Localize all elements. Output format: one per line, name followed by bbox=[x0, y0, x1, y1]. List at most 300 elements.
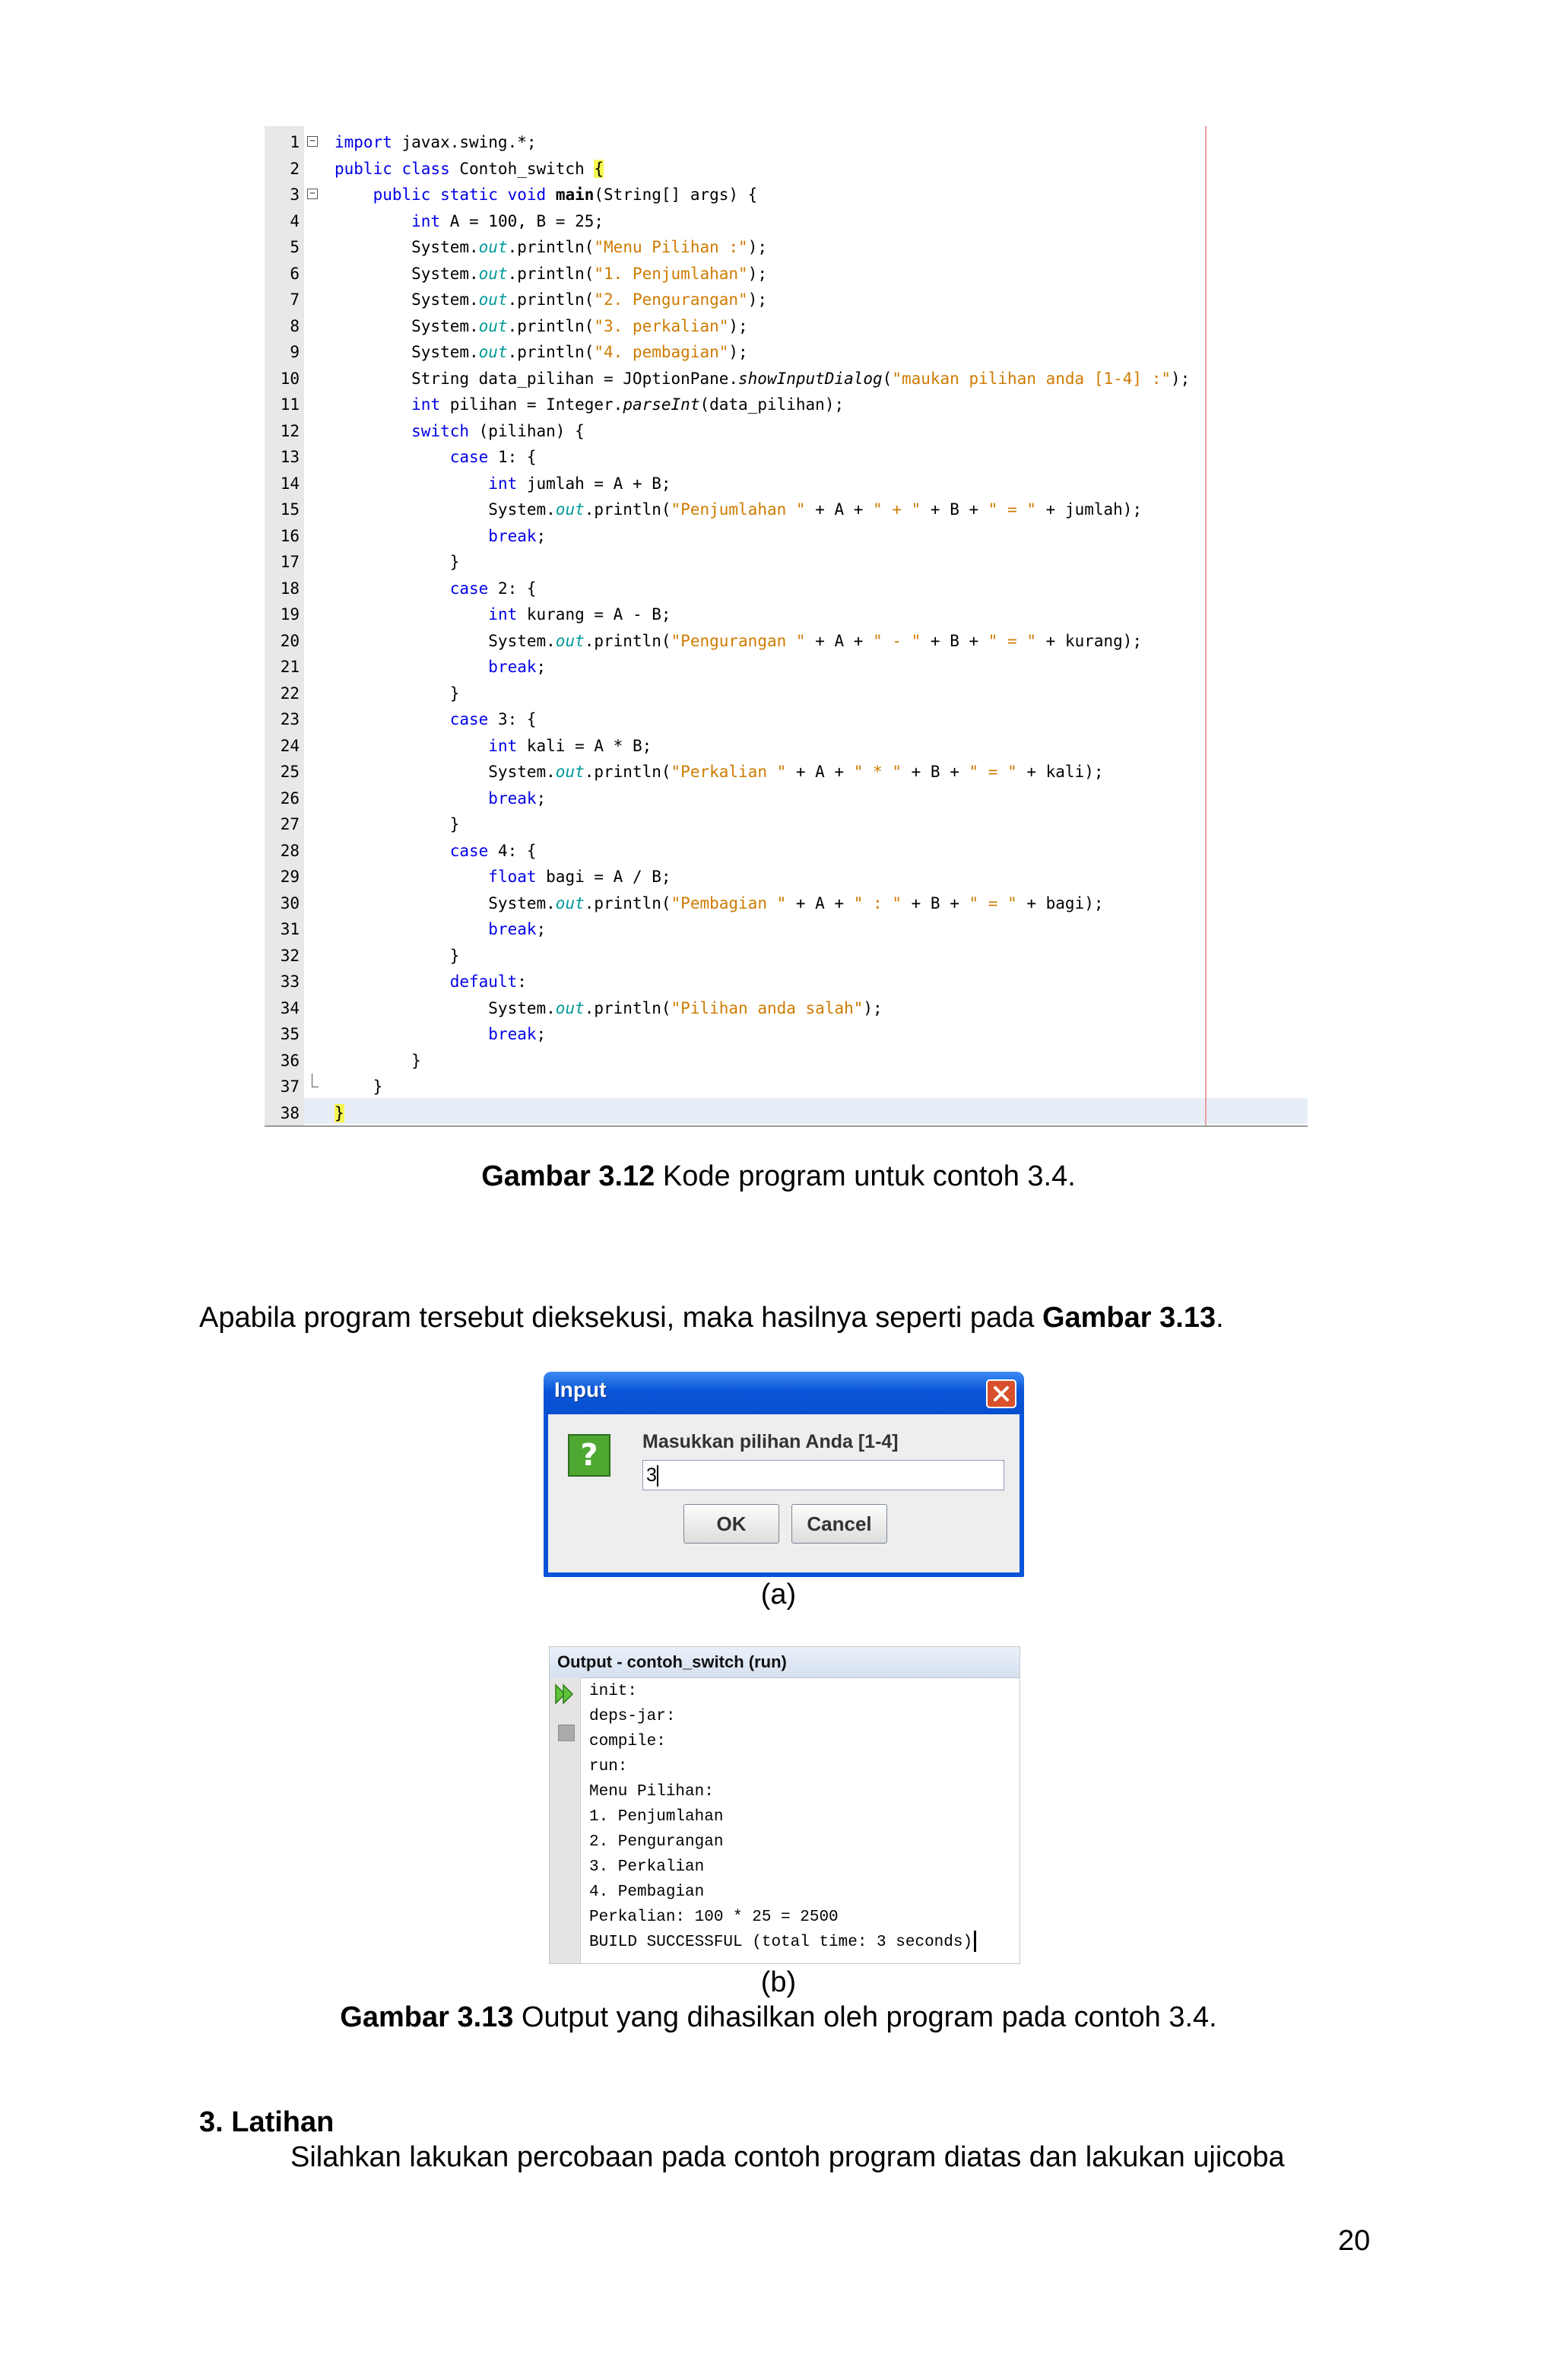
line-number: 18 bbox=[280, 579, 300, 598]
code-line bbox=[265, 838, 1308, 865]
code-token: } bbox=[335, 553, 460, 571]
code-text[interactable] bbox=[335, 864, 671, 890]
code-line bbox=[265, 995, 1308, 1022]
code-line bbox=[265, 654, 1308, 681]
code-token: case bbox=[449, 841, 489, 860]
code-line bbox=[265, 1100, 1308, 1127]
code-token: (data_pilihan); bbox=[699, 395, 845, 414]
caption-text: Kode program untuk contoh 3.4. bbox=[655, 1160, 1076, 1192]
code-text[interactable] bbox=[335, 418, 585, 445]
code-token: out bbox=[555, 763, 585, 781]
code-line bbox=[265, 523, 1308, 550]
code-token: out bbox=[478, 264, 508, 283]
code-text[interactable] bbox=[335, 785, 546, 812]
code-text[interactable] bbox=[335, 261, 767, 287]
code-line bbox=[265, 943, 1308, 969]
code-token: case bbox=[449, 579, 489, 598]
line-number: 34 bbox=[280, 998, 300, 1017]
line-number: 7 bbox=[290, 290, 300, 309]
code-text[interactable] bbox=[335, 916, 546, 943]
code-token: default bbox=[449, 973, 518, 991]
code-text[interactable] bbox=[335, 287, 767, 313]
line-number: 37 bbox=[280, 1077, 300, 1096]
code-text[interactable] bbox=[335, 759, 1104, 785]
console-caret bbox=[974, 1931, 976, 1952]
line-number: 1 bbox=[290, 133, 300, 151]
code-line bbox=[265, 890, 1308, 917]
code-token: " = " bbox=[969, 893, 1017, 912]
code-line bbox=[265, 628, 1308, 655]
line-number: 10 bbox=[280, 369, 300, 388]
code-token: .println( bbox=[584, 500, 671, 519]
code-token: 1: { bbox=[488, 448, 537, 466]
code-token: .println( bbox=[584, 893, 671, 912]
code-token: jumlah = A + B; bbox=[517, 474, 671, 493]
code-text[interactable] bbox=[335, 471, 671, 497]
code-token bbox=[335, 737, 488, 755]
fold-end-marker bbox=[312, 1074, 319, 1087]
code-token: "Penjumlahan " bbox=[671, 500, 806, 519]
output-line bbox=[589, 1754, 976, 1779]
code-token: showInputDialog bbox=[738, 369, 883, 388]
code-token: "Perkalian " bbox=[671, 763, 787, 781]
code-token: .println( bbox=[584, 763, 671, 781]
code-token: "Pembagian " bbox=[671, 893, 787, 912]
code-token bbox=[335, 868, 488, 886]
code-token: break bbox=[488, 1025, 537, 1043]
line-number: 35 bbox=[280, 1025, 300, 1043]
code-token: 2: { bbox=[488, 579, 537, 598]
code-token: 3: { bbox=[488, 710, 537, 728]
code-token: + A + bbox=[786, 893, 854, 912]
code-token: out bbox=[555, 631, 585, 650]
line-number: 15 bbox=[280, 500, 300, 519]
code-text[interactable] bbox=[335, 969, 527, 995]
code-token: kali = A * B; bbox=[517, 736, 652, 755]
line-number: 25 bbox=[280, 763, 300, 781]
code-text[interactable] bbox=[335, 392, 844, 418]
code-token: break bbox=[488, 526, 537, 545]
code-token: "3. perkalian" bbox=[594, 316, 729, 335]
code-line bbox=[265, 811, 1308, 838]
dialog-title-bar[interactable] bbox=[544, 1372, 1024, 1414]
code-token: ); bbox=[747, 238, 767, 256]
code-token: float bbox=[488, 868, 537, 886]
input-dialog bbox=[544, 1372, 1024, 1577]
code-token: + jumlah); bbox=[1036, 500, 1143, 519]
code-token: + kali); bbox=[1016, 763, 1104, 781]
line-number: 19 bbox=[280, 605, 300, 624]
code-token: switch bbox=[411, 421, 470, 440]
code-token: ); bbox=[863, 998, 883, 1017]
code-token: ; bbox=[536, 526, 547, 545]
code-token: ); bbox=[728, 343, 748, 361]
code-token: int bbox=[488, 736, 518, 755]
code-text[interactable] bbox=[335, 444, 537, 471]
code-token: "2. Pengurangan" bbox=[594, 290, 748, 309]
output-line bbox=[589, 1704, 976, 1729]
code-token: case bbox=[449, 710, 489, 728]
code-token: System. bbox=[335, 290, 479, 309]
code-line bbox=[265, 601, 1308, 628]
code-token: " * " bbox=[853, 763, 902, 781]
code-token: + B + bbox=[901, 893, 969, 912]
code-text[interactable] bbox=[335, 628, 1142, 655]
cancel-button[interactable]: Cancel bbox=[791, 1504, 887, 1544]
code-line bbox=[265, 969, 1308, 995]
line-number: 6 bbox=[290, 264, 300, 283]
code-token bbox=[335, 186, 373, 204]
code-token: "maukan pilihan anda [1-4] :" bbox=[892, 369, 1171, 388]
dialog-title: Input bbox=[554, 1378, 607, 1401]
code-token: ); bbox=[1170, 369, 1191, 388]
code-text[interactable] bbox=[335, 234, 767, 261]
code-line bbox=[265, 339, 1308, 366]
code-token: .println( bbox=[507, 264, 595, 283]
code-text[interactable] bbox=[335, 838, 537, 865]
sublabel-b: (b) bbox=[760, 1966, 797, 1998]
code-token: } bbox=[335, 946, 460, 965]
code-token bbox=[335, 1025, 488, 1043]
code-text[interactable] bbox=[335, 523, 546, 550]
code-token: } bbox=[335, 815, 460, 833]
output-line bbox=[589, 1729, 976, 1754]
output-toolbar bbox=[550, 1677, 581, 1963]
section-heading: 3. Latihan bbox=[199, 2106, 335, 2138]
code-line bbox=[265, 497, 1308, 523]
code-text[interactable] bbox=[335, 129, 537, 156]
code-line bbox=[265, 576, 1308, 602]
code-token: ( bbox=[882, 369, 893, 388]
code-line bbox=[265, 313, 1308, 340]
code-line bbox=[265, 287, 1308, 313]
close-button[interactable] bbox=[986, 1379, 1016, 1408]
code-text[interactable] bbox=[335, 654, 546, 681]
fold-collapse-icon[interactable]: − bbox=[307, 189, 318, 199]
output-line-text: Menu Pilihan: bbox=[589, 1783, 714, 1801]
code-token: bagi = A / B; bbox=[536, 868, 671, 886]
code-token: } bbox=[335, 1103, 344, 1122]
code-token: ); bbox=[728, 316, 748, 335]
code-token: " = " bbox=[988, 500, 1037, 519]
line-number: 11 bbox=[280, 395, 300, 414]
code-text[interactable] bbox=[335, 706, 537, 733]
code-token bbox=[335, 920, 488, 938]
figure-3-12-caption bbox=[0, 1160, 1557, 1193]
code-line bbox=[265, 444, 1308, 471]
code-text[interactable] bbox=[335, 943, 459, 969]
code-token bbox=[335, 474, 488, 493]
ok-button[interactable]: OK bbox=[683, 1504, 779, 1544]
output-line bbox=[589, 1855, 976, 1880]
output-line-text: BUILD SUCCESSFUL (total time: 3 seconds) bbox=[589, 1934, 973, 1951]
code-line bbox=[265, 706, 1308, 733]
code-line bbox=[265, 1074, 1308, 1100]
dialog-body bbox=[548, 1414, 1020, 1572]
output-line bbox=[589, 1880, 976, 1905]
code-token: break bbox=[488, 658, 537, 676]
code-token: } bbox=[335, 1051, 421, 1070]
code-token bbox=[335, 658, 488, 676]
output-line-text: 2. Pengurangan bbox=[589, 1833, 724, 1851]
line-number: 38 bbox=[280, 1103, 300, 1122]
caption-label-313: Gambar 3.13 bbox=[340, 2001, 514, 2033]
code-token: ); bbox=[747, 264, 767, 283]
code-token: ; bbox=[536, 1025, 547, 1043]
code-text[interactable] bbox=[335, 339, 748, 366]
code-line bbox=[265, 1048, 1308, 1074]
code-token: " : " bbox=[853, 893, 902, 912]
code-token: ); bbox=[747, 290, 767, 309]
code-token bbox=[335, 448, 450, 466]
text-caret bbox=[657, 1465, 658, 1487]
line-number: 12 bbox=[280, 421, 300, 440]
code-token: "Pengurangan " bbox=[671, 631, 806, 650]
output-line-text: Perkalian: 100 * 25 = 2500 bbox=[589, 1909, 839, 1926]
code-token: kurang = A - B; bbox=[517, 605, 671, 624]
code-text[interactable] bbox=[335, 576, 537, 602]
line-number: 29 bbox=[280, 868, 300, 886]
output-line-text: deps-jar: bbox=[589, 1708, 676, 1725]
line-number: 20 bbox=[280, 631, 300, 650]
code-text[interactable] bbox=[335, 208, 604, 235]
code-token bbox=[335, 842, 450, 860]
code-text[interactable] bbox=[335, 497, 1142, 523]
code-text[interactable] bbox=[335, 549, 459, 576]
code-text[interactable] bbox=[335, 182, 757, 208]
code-token: case bbox=[449, 448, 489, 466]
code-token: System. bbox=[335, 631, 556, 650]
code-token: pilihan = Integer. bbox=[440, 395, 623, 414]
code-line bbox=[265, 549, 1308, 576]
output-line bbox=[589, 1679, 976, 1704]
code-line bbox=[265, 785, 1308, 812]
code-line bbox=[265, 681, 1308, 707]
output-line bbox=[589, 1930, 976, 1955]
dialog-prompt: Masukkan pilihan Anda [1-4] bbox=[642, 1431, 899, 1452]
code-text[interactable] bbox=[335, 1048, 421, 1074]
code-token: .println( bbox=[507, 316, 595, 335]
section-body: Silahkan lakukan percobaan pada contoh program diatas dan lakukan ujicoba bbox=[290, 2141, 1285, 2173]
line-number: 3 bbox=[290, 186, 300, 204]
code-token: " - " bbox=[873, 631, 921, 650]
code-text[interactable] bbox=[335, 995, 883, 1022]
code-token: int bbox=[488, 474, 518, 493]
code-token: { bbox=[594, 159, 604, 178]
code-token: 4: { bbox=[488, 841, 537, 860]
rerun-icon[interactable] bbox=[554, 1683, 576, 1705]
code-token: : bbox=[517, 973, 527, 991]
line-number: 13 bbox=[280, 448, 300, 466]
output-console-text bbox=[589, 1679, 976, 1955]
code-line bbox=[265, 392, 1308, 418]
code-token: System. bbox=[335, 763, 556, 781]
choice-input-value: 3 bbox=[646, 1464, 657, 1486]
code-line bbox=[265, 129, 1308, 156]
line-number: 5 bbox=[290, 238, 300, 256]
code-token bbox=[335, 579, 450, 598]
code-line bbox=[265, 418, 1308, 445]
fold-collapse-icon[interactable]: − bbox=[307, 136, 318, 147]
line-number: 33 bbox=[280, 973, 300, 991]
sublabel-a: (a) bbox=[760, 1579, 797, 1610]
code-text[interactable] bbox=[335, 1100, 344, 1127]
output-line-text: init: bbox=[589, 1683, 638, 1700]
close-icon bbox=[993, 1385, 1010, 1402]
code-token: ; bbox=[536, 789, 547, 808]
code-text[interactable] bbox=[335, 1021, 546, 1048]
figure-3-13-caption bbox=[0, 2001, 1557, 2034]
paragraph-text: Apabila program tersebut dieksekusi, maka hasilnya seperti pada bbox=[199, 1302, 1042, 1334]
code-token bbox=[335, 212, 411, 230]
code-token: out bbox=[478, 316, 508, 335]
code-token bbox=[335, 789, 488, 808]
output-line bbox=[589, 1779, 976, 1804]
code-token: .println( bbox=[507, 238, 595, 256]
code-text[interactable] bbox=[335, 366, 1190, 392]
code-token bbox=[335, 527, 488, 545]
code-token: "Menu Pilihan :" bbox=[594, 238, 748, 256]
line-number: 8 bbox=[290, 316, 300, 335]
output-line bbox=[589, 1829, 976, 1855]
output-line-text: run: bbox=[589, 1758, 628, 1775]
code-line bbox=[265, 261, 1308, 287]
line-number: 14 bbox=[280, 474, 300, 493]
line-number: 4 bbox=[290, 211, 300, 230]
line-number: 32 bbox=[280, 946, 300, 965]
code-token: int bbox=[411, 211, 441, 230]
code-line bbox=[265, 759, 1308, 785]
line-number: 16 bbox=[280, 526, 300, 545]
code-token: public class bbox=[335, 159, 450, 178]
code-token: "1. Penjumlahan" bbox=[594, 264, 748, 283]
code-token: .println( bbox=[584, 631, 671, 650]
code-token bbox=[335, 973, 450, 991]
code-line bbox=[265, 182, 1308, 208]
code-text[interactable] bbox=[335, 601, 671, 628]
output-line-text: 1. Penjumlahan bbox=[589, 1808, 724, 1826]
code-token bbox=[335, 395, 411, 414]
code-token: .println( bbox=[507, 343, 595, 361]
code-token: break bbox=[488, 789, 537, 808]
code-token: + A + bbox=[786, 763, 854, 781]
code-editor-figure bbox=[265, 126, 1308, 1127]
line-number: 22 bbox=[280, 684, 300, 703]
output-line bbox=[589, 1804, 976, 1829]
code-token: + B + bbox=[921, 631, 988, 650]
output-tab-title[interactable]: Output - contoh_switch (run) bbox=[550, 1647, 1020, 1678]
code-line bbox=[265, 864, 1308, 890]
output-line bbox=[589, 1905, 976, 1930]
code-token: System. bbox=[335, 316, 479, 335]
code-token: out bbox=[478, 290, 508, 309]
code-text[interactable] bbox=[335, 811, 459, 838]
code-text[interactable] bbox=[335, 156, 604, 182]
line-number: 2 bbox=[290, 159, 300, 178]
code-token: System. bbox=[335, 500, 556, 519]
paragraph-end: . bbox=[1216, 1302, 1224, 1334]
code-token: } bbox=[335, 684, 460, 703]
code-token bbox=[335, 605, 488, 624]
code-token: System. bbox=[335, 264, 479, 283]
code-token: main bbox=[555, 186, 595, 204]
code-token: System. bbox=[335, 238, 479, 256]
line-number: 21 bbox=[280, 658, 300, 676]
code-text[interactable] bbox=[335, 890, 1104, 917]
code-token: System. bbox=[335, 998, 556, 1017]
output-line-text: 3. Perkalian bbox=[589, 1858, 705, 1876]
code-token: A = 100, B = 25; bbox=[440, 211, 604, 230]
code-line bbox=[265, 366, 1308, 392]
code-token: + A + bbox=[805, 631, 874, 650]
code-token: .println( bbox=[584, 998, 671, 1017]
code-token: " = " bbox=[988, 631, 1037, 650]
code-token: (pilihan) { bbox=[469, 421, 585, 440]
output-line-text: compile: bbox=[589, 1733, 666, 1750]
code-token: int bbox=[488, 605, 518, 624]
caption-text-313: Output yang dihasilkan oleh program pada contoh 3.4. bbox=[513, 2001, 1217, 2033]
code-token: System. bbox=[335, 343, 479, 361]
code-token: } bbox=[335, 1077, 383, 1096]
code-line bbox=[265, 156, 1308, 182]
code-token: out bbox=[555, 893, 585, 912]
output-line-text: 4. Pembagian bbox=[589, 1883, 705, 1901]
code-line bbox=[265, 1021, 1308, 1048]
code-text[interactable] bbox=[335, 733, 652, 760]
page-number: 20 bbox=[1338, 2225, 1371, 2257]
code-text[interactable] bbox=[335, 681, 459, 707]
code-token: "Pilihan anda salah" bbox=[671, 998, 864, 1017]
choice-input[interactable] bbox=[642, 1460, 1004, 1490]
line-number: 31 bbox=[280, 920, 300, 938]
code-line bbox=[265, 471, 1308, 497]
code-token: import bbox=[335, 133, 392, 151]
code-text[interactable] bbox=[335, 313, 748, 340]
code-token bbox=[335, 422, 411, 440]
code-token: javax.swing.*; bbox=[392, 133, 537, 151]
code-token: + kurang); bbox=[1036, 631, 1143, 650]
code-token: " + " bbox=[873, 500, 921, 519]
stop-icon[interactable] bbox=[558, 1725, 575, 1741]
code-line bbox=[265, 916, 1308, 943]
line-number: 36 bbox=[280, 1051, 300, 1070]
code-token bbox=[335, 710, 450, 728]
body-paragraph bbox=[199, 1302, 1224, 1334]
line-number: 28 bbox=[280, 841, 300, 860]
code-token: ; bbox=[536, 658, 547, 676]
code-token: parseInt bbox=[623, 395, 700, 414]
code-token: Contoh_switch bbox=[449, 159, 595, 178]
code-token: out bbox=[555, 998, 585, 1017]
code-token: + A + bbox=[805, 500, 874, 519]
code-token: ; bbox=[536, 920, 547, 938]
line-number: 17 bbox=[280, 553, 300, 571]
code-token: System. bbox=[335, 893, 556, 912]
code-token: String data_pilihan = JOptionPane. bbox=[335, 369, 739, 388]
code-text[interactable] bbox=[335, 1074, 382, 1100]
code-token: out bbox=[555, 500, 585, 519]
line-number: 23 bbox=[280, 710, 300, 728]
question-icon: ? bbox=[568, 1434, 610, 1477]
code-token: public static void bbox=[373, 186, 547, 204]
code-token: .println( bbox=[507, 290, 595, 309]
code-token: break bbox=[488, 920, 537, 938]
code-token: + B + bbox=[901, 763, 969, 781]
code-token: " = " bbox=[969, 763, 1017, 781]
code-token: int bbox=[411, 395, 441, 414]
code-token: + bagi); bbox=[1016, 893, 1104, 912]
code-token: + B + bbox=[921, 500, 988, 519]
